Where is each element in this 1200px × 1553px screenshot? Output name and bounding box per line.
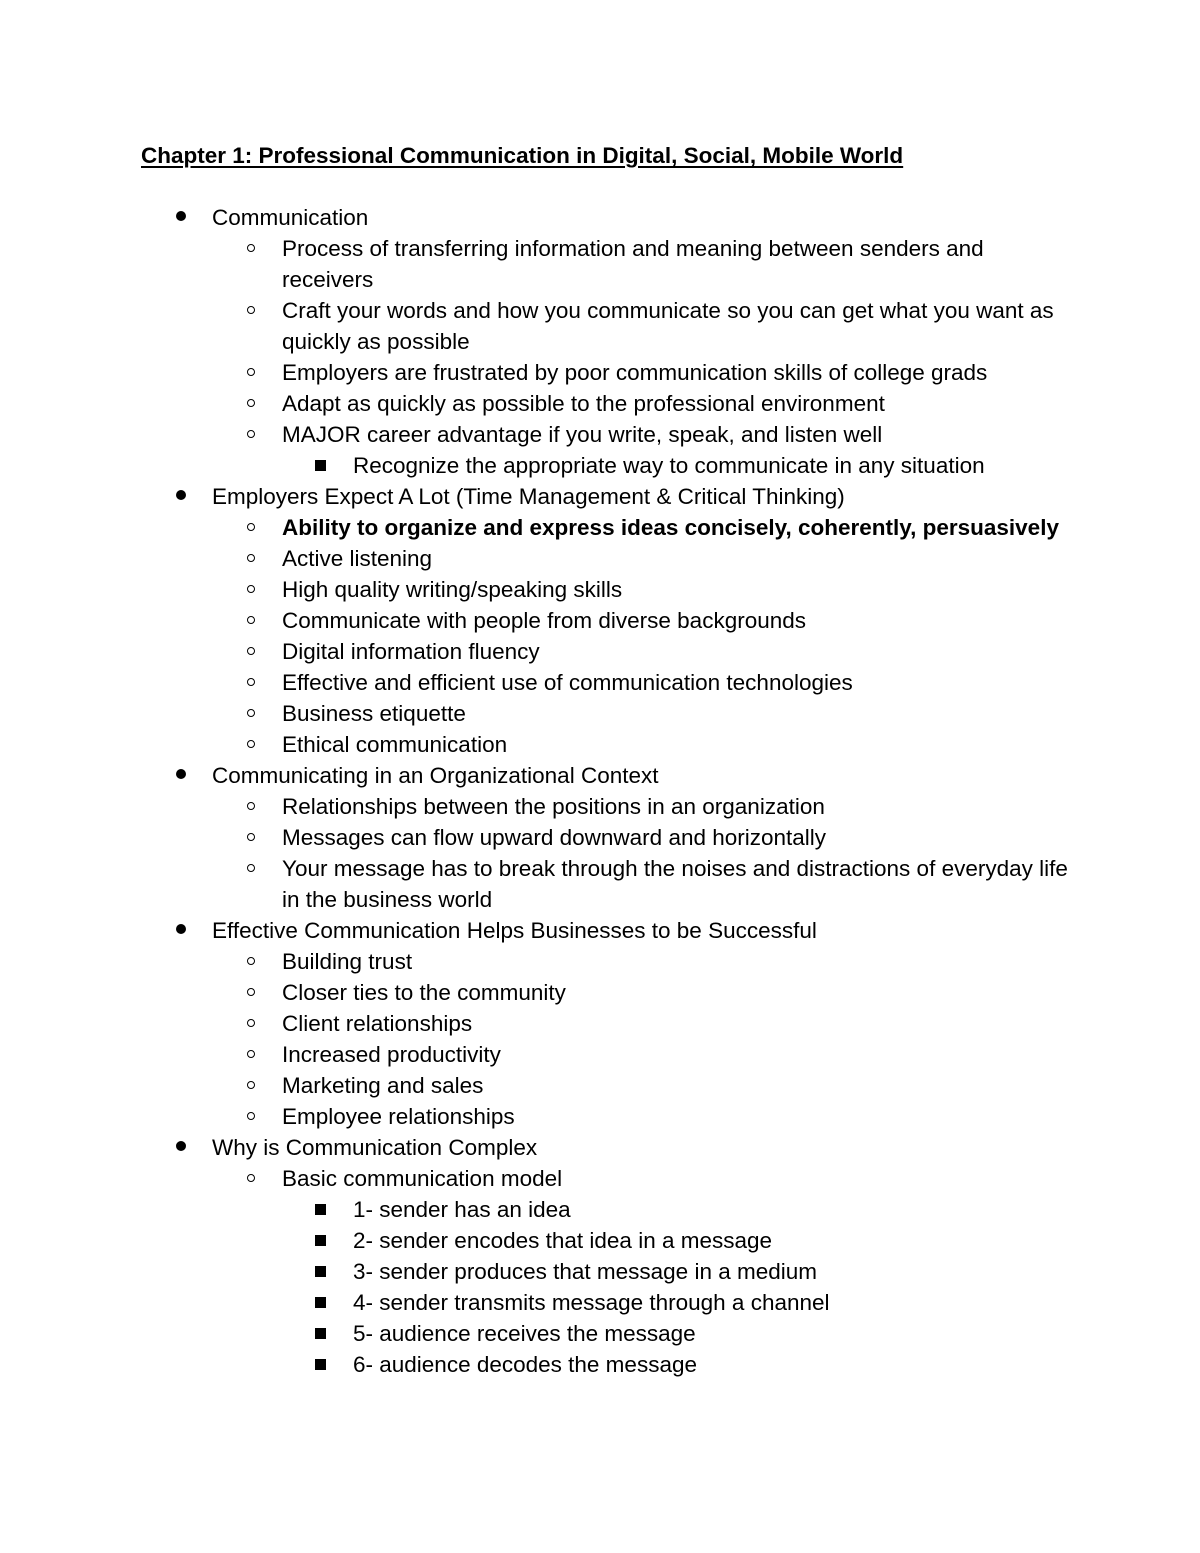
hollow-circle-bullet-icon xyxy=(247,636,255,667)
outline-item-text: Digital information fluency xyxy=(282,639,540,664)
outline-subsubitem xyxy=(0,1318,1073,1349)
outline-subsubitem xyxy=(0,1194,1073,1225)
outline-subitem xyxy=(0,946,1072,977)
hollow-circle-bullet-icon xyxy=(247,574,255,605)
hollow-circle-bullet-icon xyxy=(247,698,255,729)
outline-item-text: Messages can flow upward downward and horizontally xyxy=(282,825,827,850)
outline-item xyxy=(0,1132,1082,1163)
outline-item-text: Effective and efficient use of communication technologies xyxy=(282,670,853,695)
hollow-circle-bullet-icon xyxy=(247,1008,255,1039)
outline-item-text: Communicate with people from diverse backgrounds xyxy=(282,608,807,633)
filled-circle-bullet-icon xyxy=(176,915,186,946)
page-title: Chapter 1: Professional Communication in Digital, Social, Mobile World xyxy=(141,143,904,168)
outline-subitem xyxy=(0,636,1072,667)
outline-item-text: MAJOR career advantage if you write, speak, and listen well xyxy=(282,422,883,447)
outline-item-text: Active listening xyxy=(282,546,433,571)
hollow-circle-bullet-icon xyxy=(247,822,255,853)
outline-subitem xyxy=(0,419,1072,450)
outline-subitem xyxy=(0,729,1072,760)
outline-item-text: Business etiquette xyxy=(282,701,466,726)
outline-subitem xyxy=(0,1101,1072,1132)
outline-subitem xyxy=(0,822,1072,853)
hollow-circle-bullet-icon xyxy=(247,791,255,822)
outline-item-text: Increased productivity xyxy=(282,1042,501,1067)
outline-item-text: Ability to organize and express ideas concisely, coherently, persuasively xyxy=(282,515,1059,540)
outline-subitem xyxy=(0,1008,1072,1039)
hollow-circle-bullet-icon xyxy=(247,1039,255,1070)
outline-subitem xyxy=(0,698,1072,729)
filled-circle-bullet-icon xyxy=(176,481,186,512)
outline-item-text: Communication xyxy=(212,205,369,230)
outline-item-text: Effective Communication Helps Businesses to be Successful xyxy=(212,918,817,943)
outline-subitem xyxy=(0,1163,1072,1194)
outline-item-text: 1- sender has an idea xyxy=(353,1197,571,1222)
outline-item-text: Employee relationships xyxy=(282,1104,515,1129)
outline-item xyxy=(0,481,1082,512)
outline-item xyxy=(0,760,1082,791)
outline-item-text: Your message has to break through the noises and distractions of everyday life in the business world xyxy=(282,856,1068,912)
outline-subitem xyxy=(0,388,1072,419)
filled-circle-bullet-icon xyxy=(176,202,186,233)
hollow-circle-bullet-icon xyxy=(247,605,255,636)
outline-item-text: Closer ties to the community xyxy=(282,980,566,1005)
outline-item-text: Ethical communication xyxy=(282,732,508,757)
outline-subsubitem xyxy=(0,1256,1073,1287)
outline-item-text: 3- sender produces that message in a medium xyxy=(353,1259,817,1284)
outline-subitem xyxy=(0,667,1072,698)
square-bullet-icon xyxy=(315,1318,326,1349)
hollow-circle-bullet-icon xyxy=(247,233,255,264)
square-bullet-icon xyxy=(315,1256,326,1287)
outline-subitem xyxy=(0,1039,1072,1070)
outline-subitem xyxy=(0,295,1072,357)
outline-item xyxy=(0,202,1082,233)
outline-subitem xyxy=(0,543,1072,574)
hollow-circle-bullet-icon xyxy=(247,729,255,760)
outline-item-text: Communicating in an Organizational Context xyxy=(212,763,659,788)
outline-item-text: Client relationships xyxy=(282,1011,473,1036)
hollow-circle-bullet-icon xyxy=(247,946,255,977)
hollow-circle-bullet-icon xyxy=(247,977,255,1008)
outline-item-text: Why is Communication Complex xyxy=(212,1135,538,1160)
outline-item-text: 5- audience receives the message xyxy=(353,1321,696,1346)
hollow-circle-bullet-icon xyxy=(247,512,255,543)
outline-subitem xyxy=(0,512,1072,543)
hollow-circle-bullet-icon xyxy=(247,1163,255,1194)
outline-item-text: Process of transferring information and meaning between senders and receivers xyxy=(282,236,984,292)
hollow-circle-bullet-icon xyxy=(247,667,255,698)
outline-item-text: Basic communication model xyxy=(282,1166,563,1191)
outline-item-text: 6- audience decodes the message xyxy=(353,1352,697,1377)
outline-item-text: 2- sender encodes that idea in a message xyxy=(353,1228,773,1253)
outline-item-text: 4- sender transmits message through a channel xyxy=(353,1290,830,1315)
outline-subsubitem xyxy=(0,450,1073,481)
filled-circle-bullet-icon xyxy=(176,1132,186,1163)
outline-item-text: Recognize the appropriate way to communicate in any situation xyxy=(353,453,985,478)
outline-subitem xyxy=(0,977,1072,1008)
outline-item xyxy=(0,915,1082,946)
square-bullet-icon xyxy=(315,1225,326,1256)
square-bullet-icon xyxy=(315,1349,326,1380)
outline-item-text: Adapt as quickly as possible to the professional environment xyxy=(282,391,885,416)
square-bullet-icon xyxy=(315,450,326,481)
outline-subsubitem xyxy=(0,1225,1073,1256)
outline-item-text: Employers are frustrated by poor communication skills of college grads xyxy=(282,360,988,385)
outline-subitem xyxy=(0,574,1072,605)
outline-subitem xyxy=(0,357,1072,388)
outline-subitem xyxy=(0,605,1072,636)
hollow-circle-bullet-icon xyxy=(247,853,255,884)
outline-subitem xyxy=(0,1070,1072,1101)
outline-item-text: Employers Expect A Lot (Time Management & Critical Thinking) xyxy=(212,484,845,509)
hollow-circle-bullet-icon xyxy=(247,543,255,574)
outline-subitem xyxy=(0,233,1072,295)
outline-item-text: Craft your words and how you communicate so you can get what you want as quickly as possible xyxy=(282,298,1054,354)
outline-item-text: Building trust xyxy=(282,949,413,974)
hollow-circle-bullet-icon xyxy=(247,388,255,419)
outline-subsubitem xyxy=(0,1349,1073,1380)
outline-subitem xyxy=(0,853,1072,915)
filled-circle-bullet-icon xyxy=(176,760,186,791)
square-bullet-icon xyxy=(315,1194,326,1225)
hollow-circle-bullet-icon xyxy=(247,419,255,450)
outline-subitem xyxy=(0,791,1072,822)
hollow-circle-bullet-icon xyxy=(247,357,255,388)
hollow-circle-bullet-icon xyxy=(247,295,255,326)
square-bullet-icon xyxy=(315,1287,326,1318)
outline-subsubitem xyxy=(0,1287,1073,1318)
outline-list xyxy=(0,202,1200,1380)
hollow-circle-bullet-icon xyxy=(247,1070,255,1101)
outline-item-text: Relationships between the positions in an organization xyxy=(282,794,825,819)
outline-item-text: High quality writing/speaking skills xyxy=(282,577,623,602)
hollow-circle-bullet-icon xyxy=(247,1101,255,1132)
outline-item-text: Marketing and sales xyxy=(282,1073,484,1098)
